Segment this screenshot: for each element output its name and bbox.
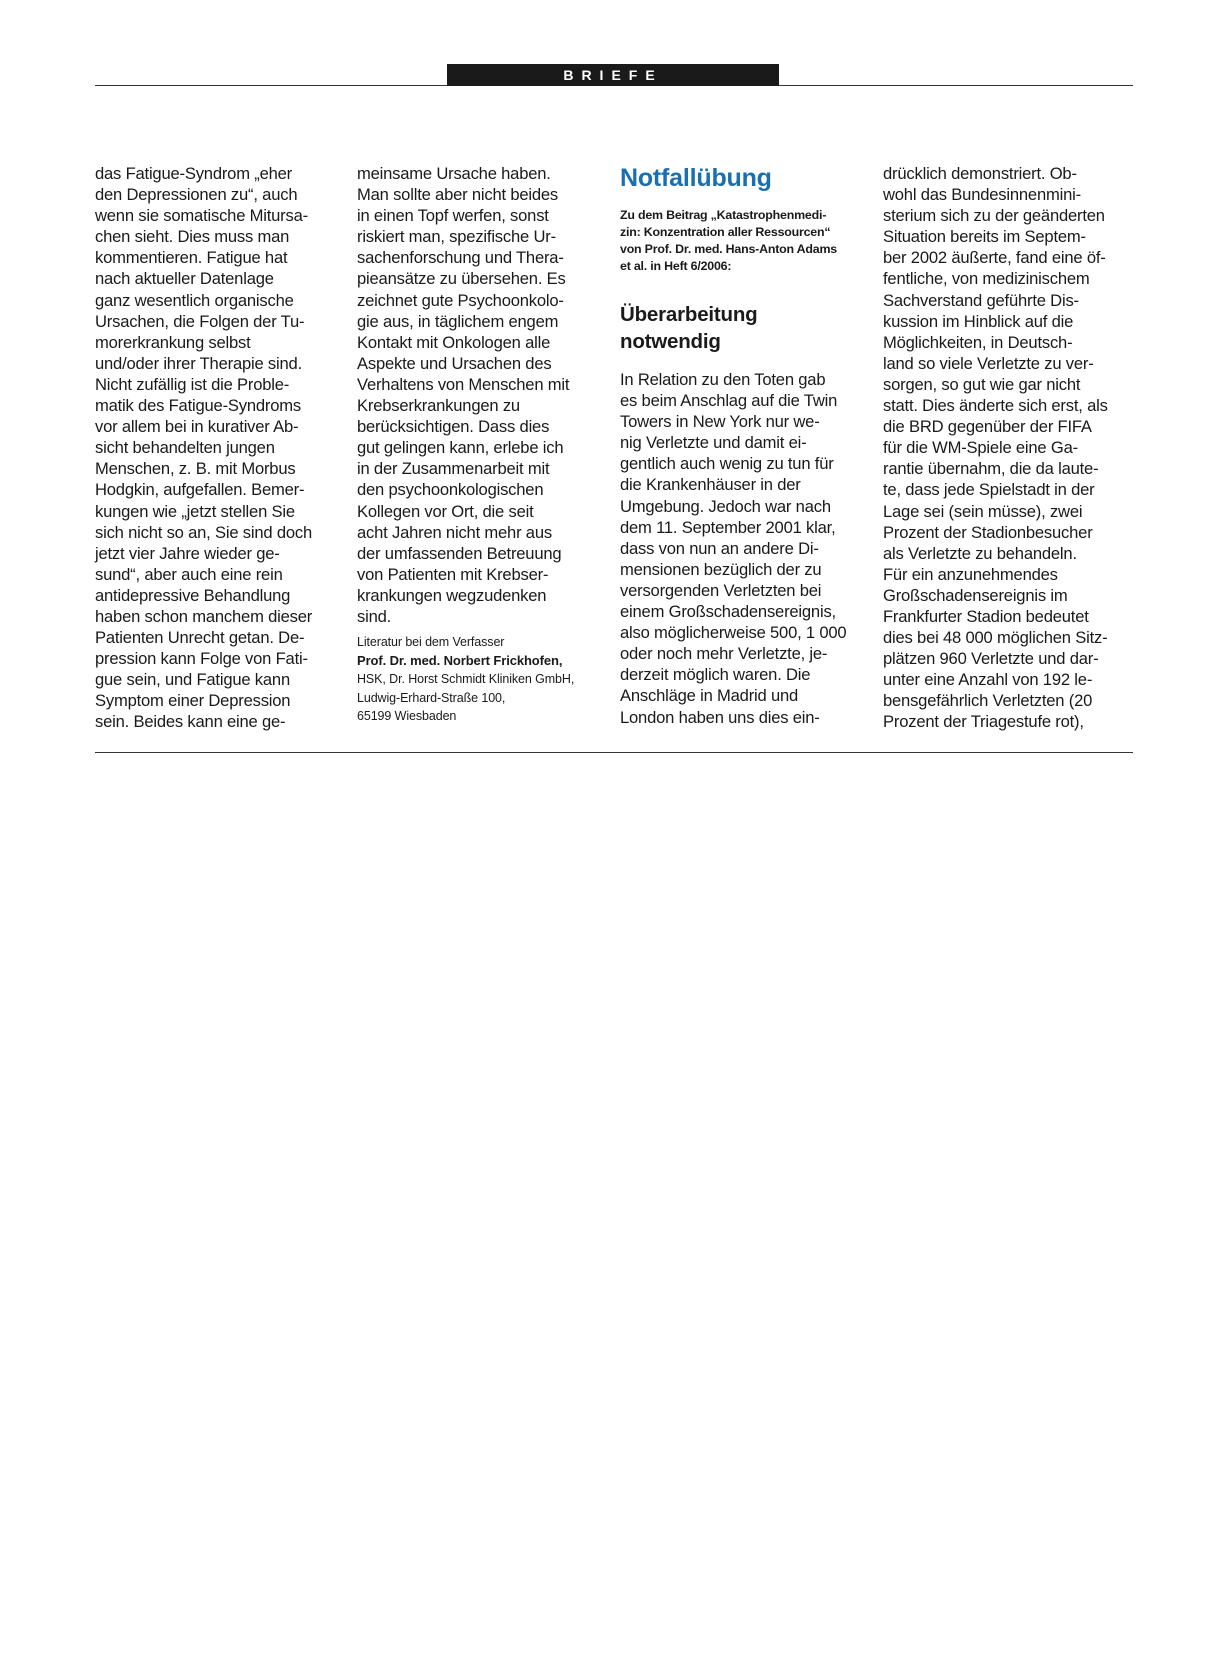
text-line: also möglicherweise 500, 1 000: [620, 623, 847, 643]
text-line: plätzen 960 Verletzte und dar-: [883, 649, 1099, 669]
text-line: antidepressive Behandlung: [95, 585, 291, 605]
text-line: gue sein, und Fatigue kann: [95, 670, 290, 690]
text-line: den psychoonkologischen: [357, 480, 544, 500]
text-line: ber 2002 äußerte, fand eine öf-: [883, 248, 1106, 268]
text-line: mensionen bezüglich der zu: [620, 559, 822, 579]
intro-line: Zu dem Beitrag „Katastrophenmedi-: [620, 208, 827, 222]
text-line: Towers in New York nur we-: [620, 412, 820, 432]
text-line: Für ein anzunehmendes: [883, 564, 1058, 584]
text-line: kussion im Hinblick auf die: [883, 311, 1074, 331]
article-intro: [620, 207, 872, 275]
text-line: Symptom einer Depression: [95, 691, 291, 711]
text-line: nach aktueller Datenlage: [95, 269, 274, 289]
text-line: sich nicht so an, Sie sind doch: [95, 522, 313, 542]
text-line: Nicht zufällig ist die Proble-: [95, 374, 290, 394]
text-line: in einen Topf werfen, sonst: [357, 206, 549, 226]
text-line: sein. Beides kann eine ge-: [95, 712, 286, 732]
column-2: [357, 163, 609, 726]
text-line: Menschen, z. B. mit Morbus: [95, 459, 296, 479]
text-line: dem 11. September 2001 klar,: [620, 517, 836, 537]
text-line: jetzt vier Jahre wieder ge-: [95, 543, 280, 563]
author-name: Prof. Dr. med. Norbert Frickhofen,: [357, 652, 563, 668]
text-line: London haben uns dies ein-: [620, 707, 820, 727]
text-line: Aspekte und Ursachen des: [357, 353, 552, 373]
text-line: einem Großschadensereignis,: [620, 602, 836, 622]
text-line: den Depressionen zu“, auch: [95, 185, 298, 205]
text-line: Situation bereits im Septem-: [883, 227, 1086, 247]
column-1-body: [95, 163, 347, 733]
text-line: Hodgkin, aufgefallen. Bemer-: [95, 480, 305, 500]
text-line: dies bei 48 000 möglichen Sitz-: [883, 628, 1108, 648]
text-line: acht Jahren nicht mehr aus: [357, 522, 552, 542]
text-line: sachenforschung und Thera-: [357, 248, 564, 268]
intro-line: et al. in Heft 6/2006:: [620, 259, 732, 273]
text-line: dass von nun an andere Di-: [620, 538, 819, 558]
text-line: Verhaltens von Menschen mit: [357, 374, 570, 394]
text-line: haben schon manchem dieser: [95, 606, 313, 626]
column-3: [620, 163, 872, 728]
section-label: BRIEFE: [447, 64, 779, 86]
text-line: Möglichkeiten, in Deutsch-: [883, 332, 1073, 352]
column-2-body: [357, 163, 609, 627]
text-line: meinsame Ursache haben.: [357, 164, 551, 183]
text-line: gentlich auch wenig zu tun für: [620, 454, 834, 474]
footer-rule: [95, 752, 1133, 753]
text-line: sterium sich zu der geänderten: [883, 206, 1105, 226]
text-line: und/oder ihrer Therapie sind.: [95, 353, 302, 373]
text-line: Anschläge in Madrid und: [620, 686, 799, 706]
text-line: Ursachen, die Folgen der Tu-: [95, 311, 305, 331]
text-line: sicht behandelten jungen: [95, 438, 275, 458]
text-line: nig Verletzte und damit ei-: [620, 433, 807, 453]
column-4: [883, 163, 1135, 733]
text-line: oder noch mehr Verletzte, je-: [620, 644, 828, 664]
text-line: morerkrankung selbst: [95, 332, 251, 352]
author-address-line: HSK, Dr. Horst Schmidt Kliniken GmbH,: [357, 672, 575, 687]
text-line: in der Zusammenarbeit mit: [357, 459, 550, 479]
text-line: Kollegen vor Ort, die seit: [357, 501, 534, 521]
text-line: Umgebung. Jedoch war nach: [620, 496, 831, 516]
text-line: sund“, aber auch eine rein: [95, 564, 283, 584]
text-line: Patienten Unrecht getan. De-: [95, 628, 305, 648]
section-title: Notfallübung: [620, 164, 772, 192]
literature-note: Literatur bei dem Verfasser: [357, 635, 505, 650]
text-line: drücklich demonstriert. Ob-: [883, 164, 1077, 183]
text-line: ganz wesentlich organische: [95, 290, 294, 310]
column-4-body: [883, 163, 1135, 733]
article-title: [620, 301, 872, 355]
article-title-line: Überarbeitung: [620, 303, 758, 326]
text-line: versorgenden Verletzten bei: [620, 580, 822, 600]
text-line: wohl das Bundesinnenmini-: [883, 185, 1081, 205]
text-line: chen sieht. Dies muss man: [95, 227, 290, 247]
text-line: matik des Fatigue-Syndroms: [95, 396, 301, 416]
intro-line: von Prof. Dr. med. Hans-Anton Adams: [620, 242, 837, 256]
text-line: statt. Dies änderte sich erst, als: [883, 396, 1108, 416]
text-line: der umfassenden Betreuung: [357, 543, 562, 563]
text-line: Prozent der Stadionbesucher: [883, 522, 1093, 542]
text-line: sind.: [357, 606, 392, 626]
text-line: unter eine Anzahl von 192 le-: [883, 670, 1093, 690]
text-line: Prozent der Triagestufe rot),: [883, 712, 1084, 732]
text-line: zeichnet gute Psychoonkolo-: [357, 290, 564, 310]
text-line: die Krankenhäuser in der: [620, 475, 801, 495]
text-line: das Fatigue-Syndrom „eher: [95, 164, 292, 183]
text-line: Krebserkrankungen zu: [357, 396, 520, 416]
column-3-body: [620, 369, 872, 728]
text-line: rantie übernahm, die da laute-: [883, 459, 1099, 479]
text-line: als Verletzte zu behandeln.: [883, 543, 1077, 563]
text-line: Großschadensereignis im: [883, 585, 1068, 605]
text-line: Lage sei (sein müsse), zwei: [883, 501, 1083, 521]
text-line: es beim Anschlag auf die Twin: [620, 391, 838, 411]
text-line: bensgefährlich Verletzten (20: [883, 691, 1093, 711]
text-line: sorgen, so gut wie gar nicht: [883, 374, 1081, 394]
text-line: pression kann Folge von Fati-: [95, 649, 308, 669]
text-line: Sachverstand geführte Dis-: [883, 290, 1079, 310]
author-address-line: 65199 Wiesbaden: [357, 709, 457, 724]
text-line: te, dass jede Spielstadt in der: [883, 480, 1095, 500]
text-line: gie aus, in täglichem engem: [357, 311, 559, 331]
text-line: die BRD gegenüber der FIFA: [883, 417, 1092, 437]
text-line: land so viele Verletzte zu ver-: [883, 353, 1094, 373]
text-line: wenn sie somatische Mitursa-: [95, 206, 308, 226]
article-title-line: notwendig: [620, 330, 721, 353]
text-line: riskiert man, spezifische Ur-: [357, 227, 556, 247]
text-line: pieansätze zu übersehen. Es: [357, 269, 566, 289]
text-line: Kontakt mit Onkologen alle: [357, 332, 551, 352]
text-line: gut gelingen kann, erlebe ich: [357, 438, 564, 458]
text-line: Frankfurter Stadion bedeutet: [883, 606, 1089, 626]
column-1: [95, 163, 347, 733]
text-line: von Patienten mit Krebser-: [357, 564, 549, 584]
intro-line: zin: Konzentration aller Ressourcen“: [620, 225, 831, 239]
author-address-line: Ludwig-Erhard-Straße 100,: [357, 690, 506, 705]
text-line: fentliche, von medizinischem: [883, 269, 1090, 289]
text-line: kommentieren. Fatigue hat: [95, 248, 288, 268]
text-line: vor allem bei in kurativer Ab-: [95, 417, 299, 437]
text-line: Man sollte aber nicht beides: [357, 185, 559, 205]
text-line: berücksichtigen. Dass dies: [357, 417, 550, 437]
text-line: kungen wie „jetzt stellen Sie: [95, 501, 295, 521]
text-line: derzeit möglich waren. Die: [620, 665, 811, 685]
text-line: für die WM-Spiele eine Ga-: [883, 438, 1078, 458]
text-line: In Relation zu den Toten gab: [620, 370, 826, 389]
text-line: krankungen wegzudenken: [357, 585, 547, 605]
